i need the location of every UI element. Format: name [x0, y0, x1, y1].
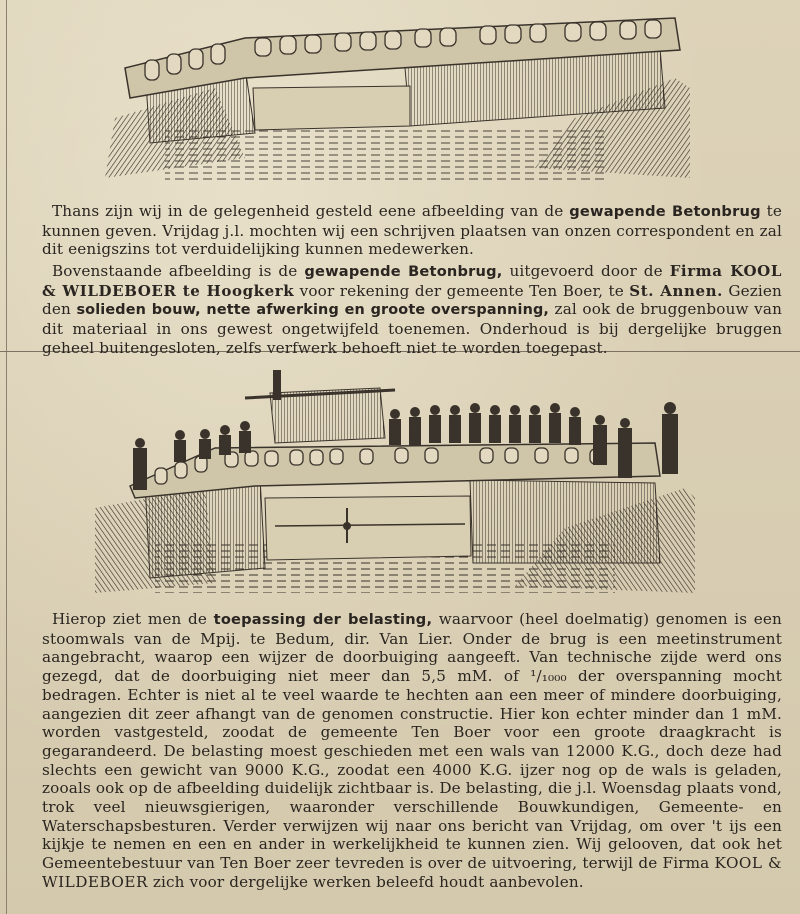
- desc-text-g: Gezien den: [42, 281, 782, 319]
- load-text-d: der overspanning mocht bedragen. Echter is niet al te veel waarde te hechten aan een meer of mindere doorbuiging, aangezien dit zeer afhangt van de genomen constructie. Hier kon echter minder dan 1 mM. worden vastgesteld, zoodat de gemeente Ten Boer voor een groote draagkracht is gegarandeerd. De belasting moest geschieden met een wals van 12000 K.G., doch deze had slechts een gewicht van 9000 K.G., zoodat een 4000 K.G. ijzer nog op de wals is geladen, zooals ook op de afbeelding duidelijk zichtbaar is. De belasting, die j.l. Woensdag plaats vond, trok veel nieuwsgierigen, waaronder verschillende Bouwkundigen, Gemeente- en Waterschapsbesturen. Verder verwijzen wij naar ons bericht van Vrijdag, om over 't ijs een kijkje te nemen en een en ander in werkelijkheid te kunnen zien. Wij gelooven, dat ook het Gemeentebestuur van Ten Boer zeer tevreden is over de uitvoering, terwijl de Firma: [42, 667, 782, 873]
- desc-text-e: voor rekening der gemeente Ten Boer, te: [294, 281, 630, 300]
- load-text-a: Hierop ziet men de: [52, 610, 214, 628]
- load-highlight-belasting: toepassing der belasting,: [213, 611, 433, 628]
- intro-text-start: Thans zijn wij in de gelegenheid gesteld eene afbeelding van de: [52, 202, 570, 220]
- load-fraction: ¹/₁₀₀₀: [530, 667, 567, 686]
- paragraph-load-test: [42, 610, 782, 892]
- desc-highlight-quality: solieden bouw, nette afwerking en groote overspanning,: [76, 302, 550, 319]
- desc-highlight-betonbrug: gewapende Betonbrug,: [304, 263, 503, 280]
- paragraph-description: [42, 262, 782, 358]
- column-rule: [6, 0, 7, 914]
- intro-text-end: te kunnen geven. Vrijdag j.l. mochten wij een schrijven plaatsen van onzen correspondent en zal dit eenigszins tot verduidelijking kunnen medewerken.: [42, 202, 782, 259]
- paragraph-intro: [42, 202, 782, 259]
- desc-text-i: zal ook de bruggenbouw van dit materiaal in ons gewest ongetwijfeld toenemen. Onderhoud is bij dergelijke bruggen geheel buitengesloten, zelfs verfwerk behoeft niet te worden toegepast.: [42, 300, 783, 357]
- intro-highlight-betonbrug: gewapende Betonbrug: [569, 203, 761, 220]
- bridge-illustration: [105, 8, 690, 186]
- desc-location: St. Annen.: [629, 281, 723, 300]
- load-firm-name: KOOL & WILDEBOER: [42, 854, 782, 891]
- load-test-illustration: [95, 368, 695, 598]
- desc-text-c: uitgevoerd door de: [502, 262, 670, 280]
- load-text-c: waarvoor (heel doelmatig) genomen is een stoomwals van de Mpij. te Bedum, dir. Van Lier. Onder de brug is een meetinstrument aangebracht, waarop een wijzer de doorbuiging aangeeft. Van technische zijde werd ons gezegd, dat de doorbuiging niet meer dan 5,5 mM. of: [42, 610, 782, 686]
- load-text-f: zich voor dergelijke werken beleefd houdt aanbevolen.: [147, 872, 584, 891]
- desc-text-a: Bovenstaande afbeelding is de: [52, 262, 305, 280]
- desc-firm-name: Firma KOOL & WILDEBOER te Hoogkerk: [42, 262, 782, 300]
